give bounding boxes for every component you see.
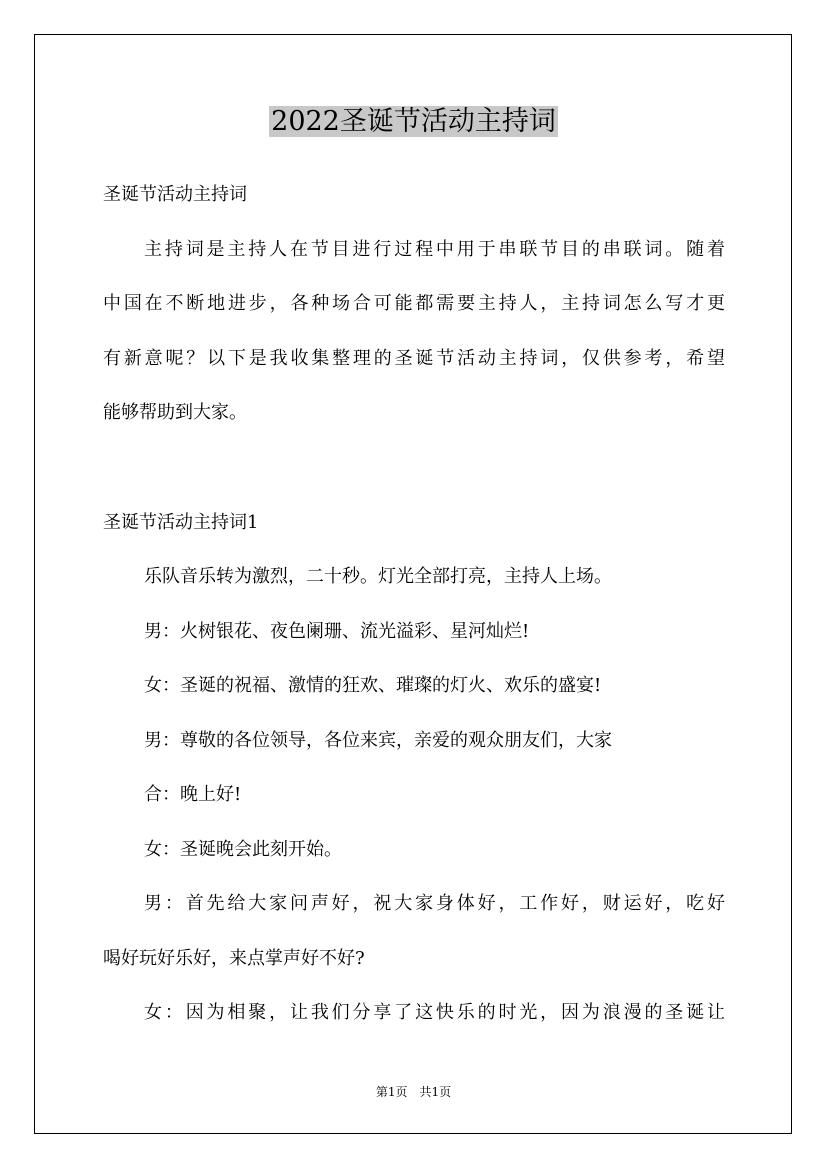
paragraph-8: 女：因为相聚，让我们分享了这快乐的时光，因为浪漫的圣诞让 <box>144 1002 725 1023</box>
paragraph-gap <box>103 441 725 496</box>
intro-line-1: 主持词是主持人在节目进行过程中用于串联节目的串联词。随着 <box>144 238 725 260</box>
paragraph-2: 男：火树银花、夜色阑珊、流光溢彩、星河灿烂! <box>144 620 530 642</box>
intro-line-4: 能够帮助到大家。 <box>103 402 247 423</box>
intro-line-3: 有新意呢？以下是我收集整理的圣诞节活动主持词，仅供参考，希望 <box>103 347 725 369</box>
document-body <box>103 168 725 1041</box>
paragraph-6: 女：圣诞晚会此刻开始。 <box>144 838 342 860</box>
page-footer <box>0 1082 827 1102</box>
paragraph-5: 合：晚上好! <box>144 784 242 805</box>
paragraph-4: 男：尊敬的各位领导，各位来宾，亲爱的观众朋友们，大家 <box>144 729 612 751</box>
document-title <box>0 101 827 143</box>
paragraph-1: 乐队音乐转为激烈，二十秒。灯光全部打亮，主持人上场。 <box>144 566 612 587</box>
paragraph-7-line-1: 男：首先给大家问声好，祝大家身体好，工作好，财运好，吃好 <box>144 893 725 914</box>
intro-line-2: 中国在不断地进步，各种场合可能都需要主持人，主持词怎么写才更 <box>103 293 725 314</box>
title-highlight: 2022圣诞节活动主持词 <box>271 106 556 137</box>
page-number: 第1页 <box>375 1085 408 1099</box>
subtitle: 圣诞节活动主持词 <box>103 184 247 205</box>
paragraph-3: 女：圣诞的祝福、激情的狂欢、璀璨的灯火、欢乐的盛宴! <box>144 675 602 696</box>
page-total: 共1页 <box>419 1085 452 1099</box>
section-heading: 圣诞节活动主持词1 <box>103 511 259 533</box>
paragraph-7-line-2: 喝好玩好乐好，来点掌声好不好? <box>103 947 365 969</box>
